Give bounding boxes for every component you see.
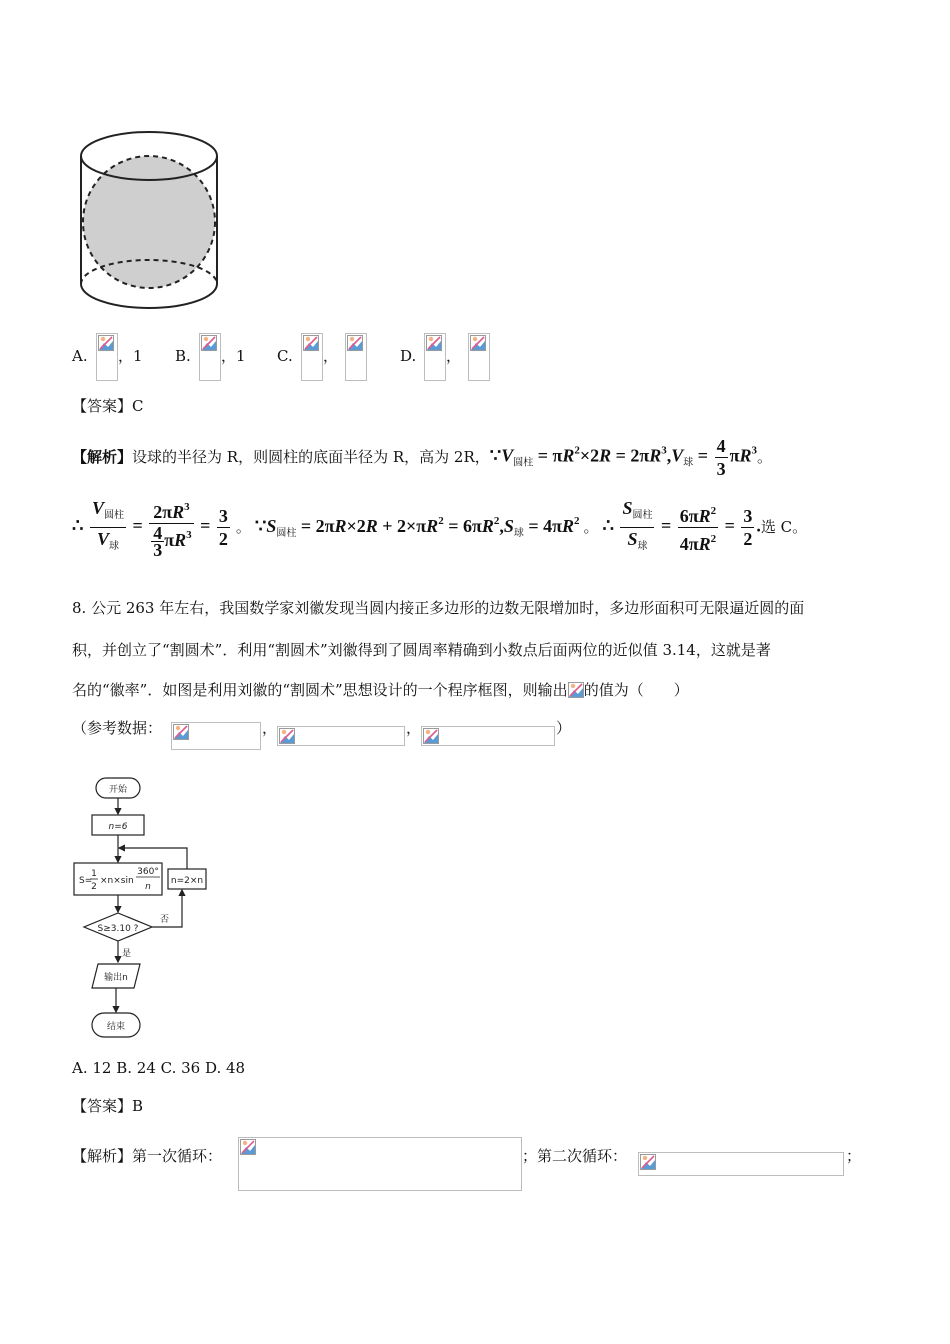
image-icon [173,724,189,740]
q8-line-2: 积，并创立了“割圆术”．利用“割圆术”刘徽得到了圆周率精确到小数点后面两位的近似值 3.14，这就是著 [72,641,771,659]
option-b-image [199,333,221,381]
ratio-equation: ∴ $\frac{V_{圆柱}}{V_球}$ = $2\pi R^3$ $\frac{4}{3}$ $\pi R^3$ = $\frac{3}{2}$ [72,497,228,561]
option-d-image-1 [424,333,446,381]
ref-data-close: ） [556,719,572,737]
formula-n: n [145,882,151,892]
formula-angle: 360° [137,867,159,877]
no-label: 否 [160,915,170,925]
condition-label: S≥3.10 ? [97,924,139,934]
ref-data-image-2 [277,726,405,746]
q8-line-1: 8. 公元 263 年左右，我国数学家刘徽发现当圆内接正多边形的边数无限增加时，多边形面积可无限逼近圆的面 [72,599,805,617]
option-b-value: ，1 [221,347,246,365]
cylinder-sphere-figure [76,126,222,316]
image-icon [240,1139,256,1155]
output-variable-image [568,682,584,698]
q7-answer: 【答案】C [72,397,144,415]
option-d-image-2 [468,333,490,381]
ref-data-open: （参考数据： [72,719,163,737]
option-c-image-1 [301,333,323,381]
volume-equation: $\because V_{圆柱} = \pi R^2\times 2R = 2\pi R^3,V_球$ = $\frac{4}{3}$ $\pi R^3$ [489,435,757,479]
image-icon [470,335,486,351]
q8-options: A. 12 B. 24 C. 36 D. 48 [72,1059,246,1077]
option-c-image-2 [345,333,367,381]
option-a-letter: A. [72,347,88,365]
second-loop-image [638,1152,844,1176]
yes-label: 是 [122,949,132,959]
image-icon [98,335,114,351]
analysis-label: 【解析】 [72,448,133,466]
option-a-value: ，1 [118,347,143,365]
formula-half-den: 2 [91,882,97,892]
option-a-image [96,333,118,381]
analysis-intro: 设球的半径为 R，则圆柱的底面半径为 R，高为 2R， [132,448,490,466]
ref-comma-1: ， [262,719,278,737]
q8-analysis-end: ； [846,1147,862,1165]
image-icon [347,335,363,351]
formula-half-num: 1 [91,869,97,879]
option-d-letter: D. [400,347,417,365]
surface-ratio: ∴ $\frac{S_{圆柱}}{S_球}$ = $\frac{6\pi R^2}{4\pi R^2}$ = $\frac{3}{2}$ . [602,497,761,554]
option-c-letter: C. [277,347,293,365]
update-label: n=2×n [170,876,204,886]
q7-analysis-line-1: 【解析】 设球的半径为 R，则圆柱的底面半径为 R，高为 2R， $\because V_{圆柱} = \pi R^2\times 2R = 2\pi R^3,V_球$ = $\frac{4}{3}$ $\pi R^3$ 。 [72,435,772,479]
q7-analysis-line-2: ∴ $\frac{V_{圆柱}}{V_球}$ = $2\pi R^3$ $\frac{4}{3}$ $\pi R^3$ = $\frac{3}{2}$ 。 $\because S_{圆柱} = 2\pi R\times 2R + 2\times\pi R^2 = 6\pi R^2,S_球 = 4\pi R^2$ 。 ∴ $\frac{S_{圆柱}}{S_球}$ = $\frac{6\pi R^2}{4\pi R^2}$ = $\frac{3}{2}$ . 选 C。 [72,497,808,561]
flowchart [70,772,220,1044]
first-loop-image [238,1137,522,1191]
image-icon [303,335,319,351]
output-label: 输出n [104,973,128,983]
q8-analysis-label: 【解析】第一次循环： [72,1147,223,1165]
image-icon [640,1154,656,1170]
formula-prefix: S= [79,876,93,886]
image-icon [201,335,217,351]
option-d-comma: ， [446,347,462,365]
ref-data-image-3 [421,726,555,746]
ref-comma-2: ， [406,719,422,737]
q8-line-3: 名的“徽率”．如图是利用刘徽的“割圆术”思想设计的一个程序框图，则输出 的值为（ ） [72,681,689,699]
init-label: n=6 [108,822,128,832]
option-c-comma: ， [323,347,339,365]
end-label: 结束 [106,1022,126,1032]
image-icon [279,728,295,744]
image-icon [423,728,439,744]
q8-analysis-sep: ；第二次循环： [522,1147,628,1165]
start-label: 开始 [108,785,128,795]
image-icon [426,335,442,351]
ref-data-image-1 [171,722,261,750]
surface-equation: $\because S_{圆柱} = 2\pi R\times 2R + 2\times\pi R^2 = 6\pi R^2,S_球 = 4\pi R^2$ [254,515,580,539]
image-icon [568,682,584,698]
option-b-letter: B. [175,347,191,365]
formula-mid: ×n×sin [100,876,134,886]
q8-answer: 【答案】B [72,1097,144,1115]
